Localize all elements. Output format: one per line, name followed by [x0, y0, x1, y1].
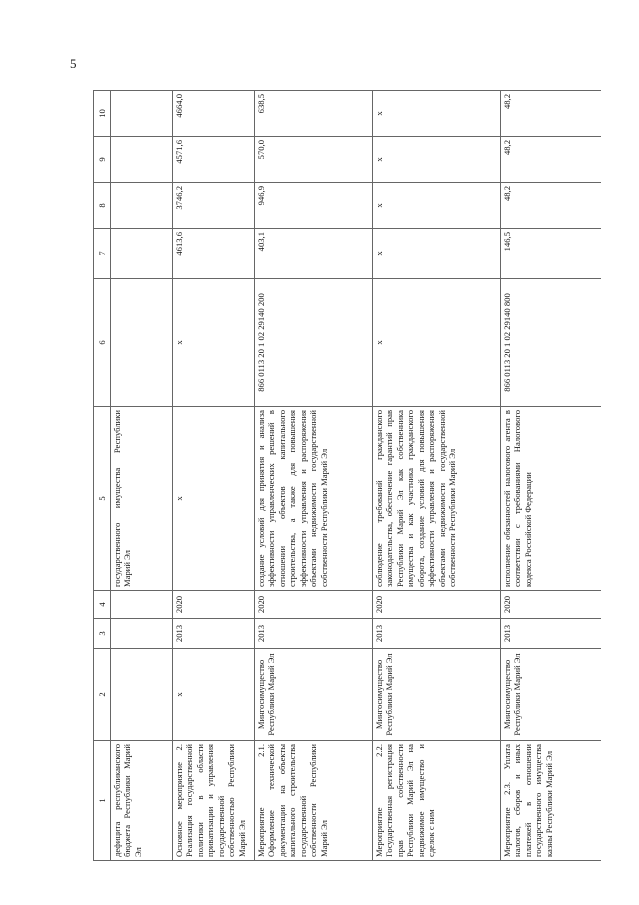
cell-start-year: 2013	[501, 619, 601, 649]
cell-value-8: 946,9	[255, 183, 373, 229]
cell-value-7: 146,5	[501, 229, 601, 279]
header-cell: 6	[94, 279, 111, 407]
cell-value-10	[111, 91, 173, 137]
cell-value-7: 403,1	[255, 229, 373, 279]
cell-value-8	[111, 183, 173, 229]
header-cell: 1	[94, 741, 111, 861]
cell-result: создание условий для принятия и анализа эффективности управленческих решений в отношении объектов капитального строительства, а также для повышения эффективности управления и распоряжения объектами недвижимости государственной собственности Республики Марий Эл	[255, 407, 373, 591]
cell-budget-code: 866 0113 20 1 02 29140 800	[501, 279, 601, 407]
cell-executor	[111, 649, 173, 741]
rotated-table-container	[93, 91, 618, 861]
cell-activity: Мероприятие 2.2. Государственная регистрация прав собственности Республики Марий Эл на недвижимое имущество и сделок с ним	[373, 741, 501, 861]
header-cell: 9	[94, 137, 111, 183]
cell-value-8: 3746,2	[173, 183, 255, 229]
cell-value-10: 4664,0	[173, 91, 255, 137]
cell-result: x	[173, 407, 255, 591]
header-cell: 2	[94, 649, 111, 741]
header-cell: 5	[94, 407, 111, 591]
page-number: 5	[70, 56, 77, 71]
cell-end-year: 2020	[255, 591, 373, 619]
cell-value-7	[111, 229, 173, 279]
cell-executor: x	[173, 649, 255, 741]
table-row	[111, 91, 173, 861]
cell-activity: Мероприятие 2.1. Оформление технической документации на объекты капитального строительства государственной собственности Республики Марий Эл	[255, 741, 373, 861]
cell-result: соблюдение требований гражданского законодательства, обеспечение гарантий прав Республики Марий Эл как собственника имущества и как участника гражданского оборота, создание условий для повышения эффективности управления и распоряжения объектами недвижимости государственной собственности Республики Марий Эл	[373, 407, 501, 591]
cell-budget-code: x	[173, 279, 255, 407]
cell-activity: Основное мероприятие 2. Реализация государственной политики в области приватизации и управления государственной собственностью Республики Марий Эл	[173, 741, 255, 861]
cell-value-8: 48,2	[501, 183, 601, 229]
table-row	[255, 91, 373, 861]
cell-value-9	[111, 137, 173, 183]
cell-start-year	[111, 619, 173, 649]
header-cell: 4	[94, 591, 111, 619]
header-cell: 8	[94, 183, 111, 229]
cell-end-year	[111, 591, 173, 619]
table-row	[373, 91, 501, 861]
cell-value-10: 638,5	[255, 91, 373, 137]
cell-end-year: 2020	[173, 591, 255, 619]
cell-value-10: 48,2	[501, 91, 601, 137]
cell-activity: Мероприятие 2.3. Уплата налогов, сборов и иных платежей в отношении государственного имущества казны Республики Марий Эл	[501, 741, 601, 861]
cell-value-7: 4613,6	[173, 229, 255, 279]
program-activities-table	[93, 90, 601, 861]
cell-result: государственного имущества Республики Марий Эл	[111, 407, 173, 591]
cell-value-10: x	[373, 91, 501, 137]
header-cell: 3	[94, 619, 111, 649]
cell-executor: Мингосимущество Республики Марий Эл	[501, 649, 601, 741]
cell-end-year: 2020	[373, 591, 501, 619]
cell-activity: дефицита республиканского бюджета Республики Марий Эл	[111, 741, 173, 861]
table-row	[173, 91, 255, 861]
cell-start-year: 2013	[255, 619, 373, 649]
cell-budget-code: 866 0113 20 1 02 29140 200	[255, 279, 373, 407]
cell-value-9: 48,2	[501, 137, 601, 183]
header-cell: 7	[94, 229, 111, 279]
cell-executor: Мингосимущество Республики Марий Эл	[255, 649, 373, 741]
cell-value-9: 4571,6	[173, 137, 255, 183]
cell-value-8: x	[373, 183, 501, 229]
cell-end-year: 2020	[501, 591, 601, 619]
cell-start-year: 2013	[373, 619, 501, 649]
cell-value-7: x	[373, 229, 501, 279]
cell-executor: Мингосимущество Республики Марий Эл	[373, 649, 501, 741]
cell-result: исполнение обязанностей налогового агента в соответствии с требованиями Налогового кодекса Российской Федерации	[501, 407, 601, 591]
table-header-row	[94, 91, 111, 861]
cell-start-year: 2013	[173, 619, 255, 649]
cell-budget-code: x	[373, 279, 501, 407]
cell-budget-code	[111, 279, 173, 407]
table-row	[501, 91, 601, 861]
header-cell: 10	[94, 91, 111, 137]
cell-value-9: 570,0	[255, 137, 373, 183]
cell-value-9: x	[373, 137, 501, 183]
